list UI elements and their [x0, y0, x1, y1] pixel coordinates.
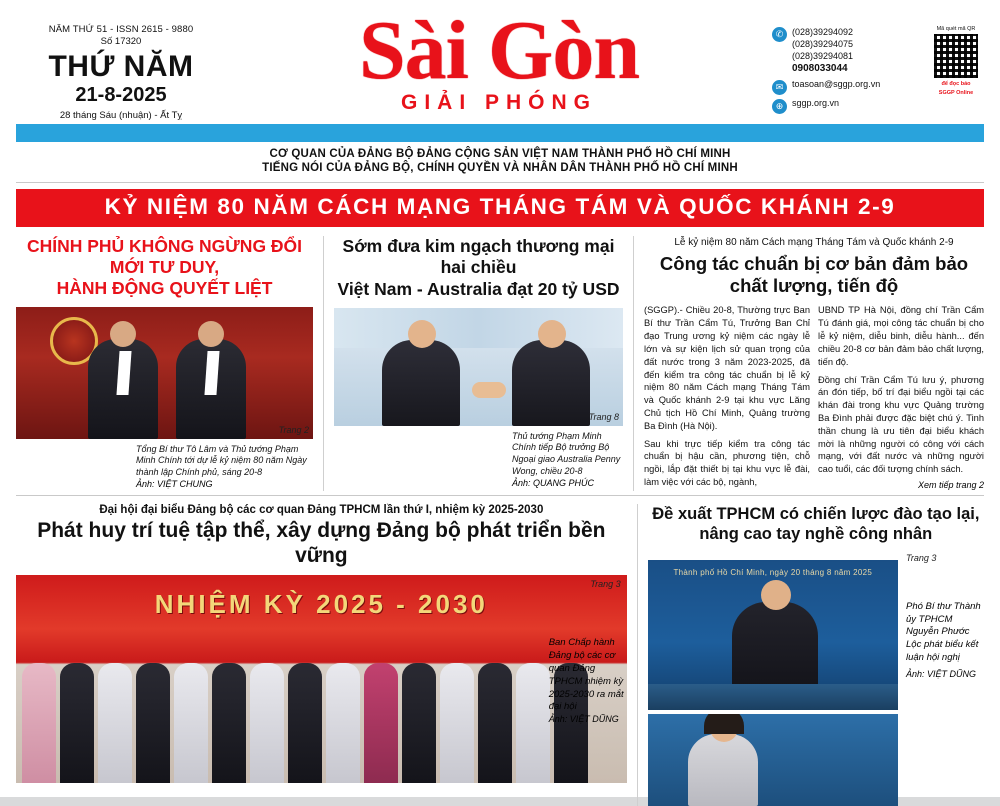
org-line-1: CƠ QUAN CỦA ĐẢNG BỘ ĐẢNG CỘNG SẢN VIỆT NAM THÀNH PHỐ HỒ CHÍ MINH [269, 148, 731, 160]
photo-handshake [334, 308, 623, 426]
ceremony-para-1: (SGGP).- Chiều 20-8, Thường trực Ban Bí thư Trần Cẩm Tú, Trưởng Ban Chỉ đạo Trung ương kỷ niệm các ngày lễ lớn và sự kiện lịch sử quan trọng của đất nước trong 3 năm 2023-2025, đã đến kiểm tra công tác chuẩn bị lễ kỷ niệm 80 năm Cách mạng Tháng Tám và Quốc khánh 2-9 tại khu vực Lăng Chủ tịch Hồ Chí Minh, Quảng trường Ba Đình (Hà Nội). [644, 305, 810, 431]
qr-label-2: SGGP Online [938, 89, 974, 96]
figure-woman-speaker [688, 734, 758, 806]
kicker-ceremony: Lễ kỷ niệm 80 năm Cách mạng Tháng Tám và Quốc khánh 2-9 [674, 236, 954, 248]
headline-australia-2[interactable]: Việt Nam - Australia đạt 20 tỷ USD [337, 278, 620, 299]
column-worker-training [638, 504, 984, 806]
headline-government-1[interactable]: CHÍNH PHỦ KHÔNG NGỪNG ĐỔI MỚI TƯ DUY, [26, 235, 303, 277]
website-block [772, 98, 984, 114]
issue-year: NĂM THỨ 51 - ISSN 2615 - 9880 [48, 24, 194, 35]
divider-rule [16, 182, 984, 183]
column-australia [324, 236, 634, 491]
headline-training-2[interactable]: nâng cao tay nghề công nhân [699, 525, 933, 544]
weekday: THỨ NĂM [48, 50, 194, 83]
globe-icon: ⊕ [772, 99, 787, 114]
publication-date: 21-8-2025 [75, 83, 167, 106]
masthead [16, 4, 984, 122]
figure-leader-2 [176, 339, 246, 439]
hotline: 0908033044 [792, 63, 848, 75]
credit-australia: Ảnh: QUANG PHÚC [512, 478, 595, 489]
headline-ceremony-1[interactable]: Công tác chuẩn bị cơ bản đảm bảo [659, 252, 969, 274]
page-ref-government[interactable]: Trang 2 [278, 424, 309, 435]
anniversary-banner: KỶ NIỆM 80 NĂM CÁCH MẠNG THÁNG TÁM VÀ QUỐC KHÁNH 2-9 [16, 189, 984, 227]
headline-australia-1[interactable]: Sớm đưa kim ngạch thương mại hai chiều [342, 235, 615, 278]
caption-training: Phó Bí thư Thành ủy TPHCM Nguyễn Phước Lộc phát biểu kết luận hội nghị [906, 600, 981, 663]
phone-2: (028)39294075 [792, 39, 854, 50]
masthead-center [226, 4, 772, 115]
phone-icon: ✆ [772, 27, 787, 42]
qr-code-icon[interactable] [933, 33, 979, 79]
ceremony-para-4: Đồng chí Trần Cẩm Tú lưu ý, phương án đón tiếp, bố trí đại biểu ngồi tại các khán đài trong khu vực Quảng trường Ba Đình phải được đặc biệt chú ý. Tinh thần chung là ưu tiên đại biểu khách mời là những người có công với cách mạng, với đất nước và những người cao tuổi, các đối tượng chính sách. [818, 374, 984, 475]
lunar-date: 28 tháng Sáu (nhuận) - Ất Tỵ [59, 109, 183, 121]
headline-training-1[interactable]: Đề xuất TPHCM có chiến lược đào tạo lại, [652, 504, 980, 523]
figure-leader-1 [88, 339, 158, 439]
credit-government: Ảnh: VIỆT CHUNG [136, 479, 213, 490]
see-more-ceremony[interactable]: Xem tiếp trang 2 [917, 480, 984, 491]
masthead-left [16, 14, 226, 121]
phone-3: (028)39294081 [792, 51, 854, 62]
conference-desk [648, 684, 898, 710]
email-address[interactable]: toasoan@sggp.org.vn [792, 78, 881, 89]
divider-rule-2 [16, 495, 984, 496]
page-ref-training[interactable]: Trang 3 [906, 552, 937, 563]
page-ref-australia[interactable]: Trang 8 [588, 411, 619, 422]
headline-congress[interactable]: Phát huy trí tuệ tập thể, xây dựng Đảng bộ phát triển bền vững [37, 518, 606, 567]
photo-government-ceremony [16, 307, 313, 439]
ceremony-para-2: Sau khi trực tiếp kiểm tra công tác chuẩn bị hậu cần, phương tiện, chỗ ngồi, lắp đặt thiết bị tại khu vực lễ đài, làm việc với các bộ, ngành, [644, 438, 810, 488]
bottom-section [16, 504, 984, 806]
caption-congress: Ban Chấp hành Đảng bộ các cơ quan Đảng TPHCM nhiệm kỳ 2025-2030 ra mắt đại hội [548, 637, 624, 713]
newspaper-subtitle: GIẢI PHÓNG [400, 91, 597, 115]
qr-label-1: để đọc báo [941, 80, 971, 87]
blue-divider-bar [16, 124, 984, 142]
congress-stage-banner: NHIỆM KỲ 2025 - 2030 [154, 589, 488, 620]
headline-government-2[interactable]: HÀNH ĐỘNG QUYẾT LIỆT [56, 278, 273, 299]
credit-training: Ảnh: VIỆT DŨNG [906, 668, 977, 679]
column-party-congress [16, 504, 638, 806]
issue-number: Số 17320 [100, 36, 142, 47]
org-line-2: TIẾNG NÓI CỦA ĐẢNG BỘ, CHÍNH QUYỀN VÀ NHÂN DÂN THÀNH PHỐ HỒ CHÍ MINH [262, 162, 738, 174]
photo-congress-group [16, 575, 627, 783]
column-government [16, 236, 324, 491]
newspaper-title: Sài Gòn [358, 4, 640, 97]
qr-block [928, 24, 984, 97]
caption-government: Tổng Bí thư Tô Lâm và Thủ tướng Phạm Minh Chính tới dự lễ kỷ niệm 80 năm Ngày thành lập Chính phủ, sáng 20-8 [136, 443, 307, 478]
organization-lines [16, 142, 984, 178]
credit-congress: Ảnh: VIỆT DŨNG [548, 714, 619, 725]
figure-foreign-minister [382, 340, 460, 426]
mail-icon: ✉ [772, 80, 787, 95]
figure-prime-minister [512, 340, 590, 426]
website-address[interactable]: sggp.org.vn [792, 97, 840, 108]
photo-conference-podium [648, 560, 898, 710]
headline-ceremony-2[interactable]: chất lượng, tiến độ [729, 275, 899, 297]
photo-woman-speaking [648, 714, 898, 806]
column-ceremony-prep [634, 236, 984, 491]
ceremony-body-columns [644, 304, 984, 490]
kicker-congress: Đại hội đại biểu Đảng bộ các cơ quan Đảng TPHCM lần thứ I, nhiệm kỳ 2025-2030 [99, 503, 544, 516]
phone-1: (028)39294092 [792, 27, 854, 37]
page-ref-congress[interactable]: Trang 3 [590, 579, 621, 590]
qr-label-top: Mã quét mã QR [936, 26, 976, 32]
caption-australia: Thủ tướng Phạm Minh Chính tiếp Bộ trưởng Bộ Ngoại giao Australia Penny Wong, chiều 20-8 [512, 430, 621, 477]
ceremony-para-3: UBND TP Hà Nội, đồng chí Trần Cẩm Tú đánh giá, mọi công tác chuẩn bị cho lễ kỷ niệm, diễu binh, diễu hành... đến chiều 20-8 cơ bản đảm bảo chất lượng, tiến độ. [818, 305, 984, 367]
top-columns [16, 236, 984, 491]
congress-delegates-row [16, 633, 627, 783]
photo-caption-band: Thành phố Hồ Chí Minh, ngày 20 tháng 8 năm 2025 [673, 567, 873, 577]
handshake-icon [472, 382, 506, 398]
